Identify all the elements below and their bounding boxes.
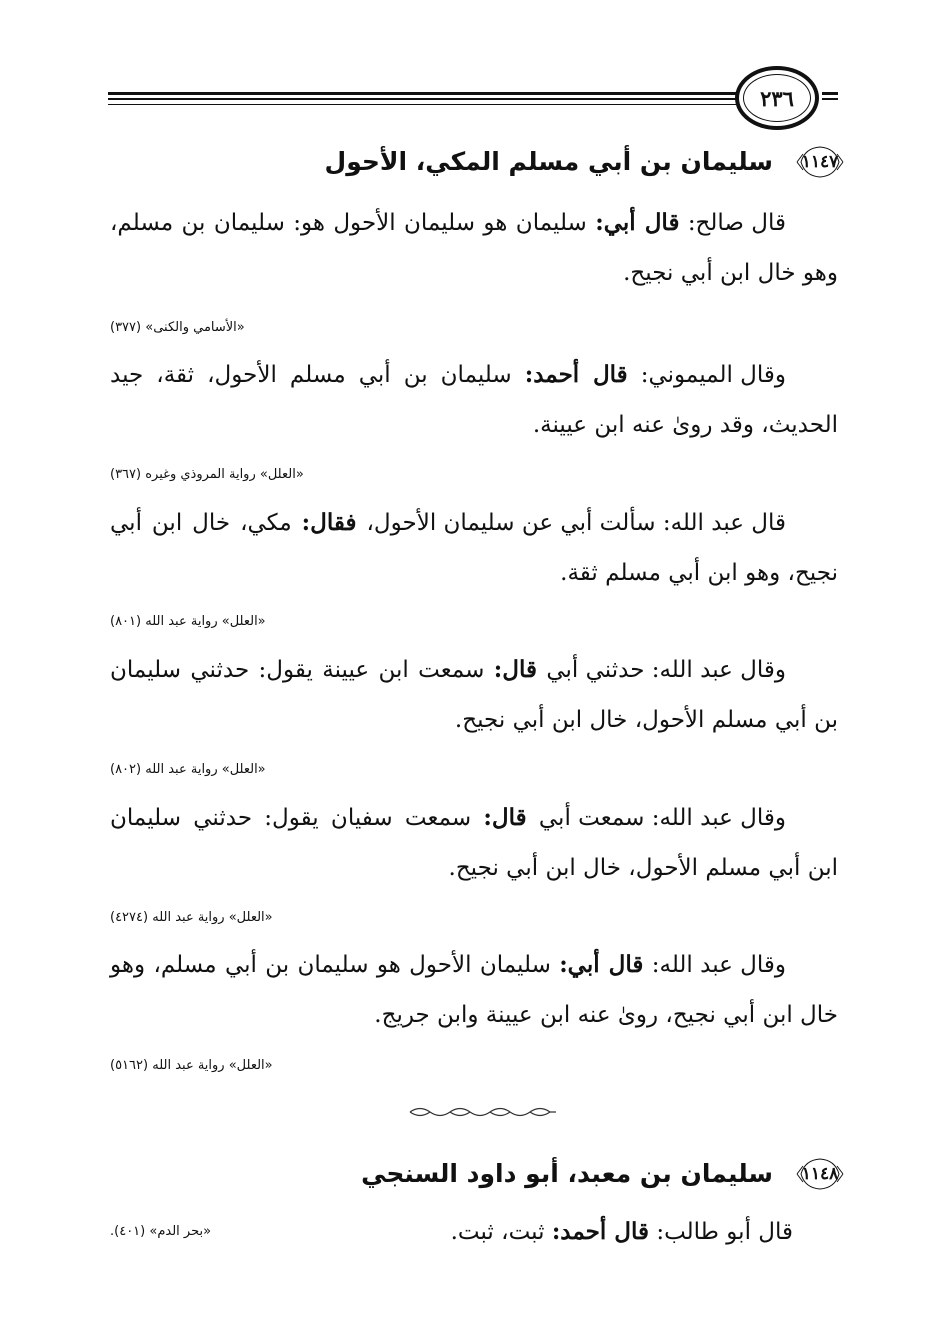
narration-quote-marker: قال: xyxy=(483,804,527,831)
narration-lead: وقال الميموني: xyxy=(640,362,786,388)
entry-heading xyxy=(110,140,845,186)
source-citation: «بحر الدم» (٤٠١). xyxy=(110,1224,212,1239)
entry-heading xyxy=(110,1152,845,1198)
source-citation: «العلل» رواية المروذي وغيره (٣٦٧) xyxy=(110,467,304,482)
narration-paragraph xyxy=(110,645,838,745)
narration-quote-marker: قال: xyxy=(493,656,537,683)
narration-text: سليمان الأحول هو سليمان بن أبي مسلم، وهو خال ابن أبي نجيح، روىٰ عنه ابن عيينة وابن جريج. xyxy=(110,952,838,1028)
source-citation: «العلل» رواية عبد الله (٨٠١) xyxy=(110,614,266,629)
narration-paragraph xyxy=(110,793,838,893)
entry-title: سليمان بن معبد، أبو داود السنجي xyxy=(361,1159,773,1188)
entry-number: ١١٤٧ xyxy=(801,152,839,172)
narration-paragraph xyxy=(110,1212,845,1252)
narration-quote-marker: فقال: xyxy=(301,509,357,536)
source-citation: «العلل» رواية عبد الله (٥١٦٢) xyxy=(110,1058,273,1073)
header-rule xyxy=(108,92,738,95)
source-citation: «الأسامي والكنى» (٣٧٧) xyxy=(110,320,245,335)
narration-paragraph xyxy=(110,498,838,598)
narration-paragraph xyxy=(110,350,838,450)
entry-number-badge xyxy=(795,1154,845,1194)
narration-paragraph xyxy=(110,198,838,298)
narration-line xyxy=(451,1212,793,1252)
entry-number-badge xyxy=(795,142,845,182)
source-citation: «العلل» رواية عبد الله (٤٢٧٤) xyxy=(110,910,273,925)
narration-text: سمعت ابن عيينة يقول: حدثني سليمان بن أبي مسلم الأحول، خال ابن أبي نجيح. xyxy=(110,657,838,733)
narration-text: سليمان هو سليمان الأحول هو: سليمان بن مسلم، وهو خال ابن أبي نجيح. xyxy=(110,210,838,286)
narration-lead: وقال عبد الله: xyxy=(651,952,787,978)
narration-lead: وقال عبد الله: سمعت أبي xyxy=(538,805,786,831)
header-rule xyxy=(108,98,738,100)
entry-number: ١١٤٨ xyxy=(801,1164,839,1184)
narration-text: سليمان بن أبي مسلم الأحول، ثقة، جيد الحديث، وقد روىٰ عنه ابن عيينة. xyxy=(110,362,838,438)
page-number: ٢٣٦ xyxy=(735,66,819,130)
narration-text: سمعت سفيان يقول: حدثني سليمان ابن أبي مسلم الأحول، خال ابن أبي نجيح. xyxy=(110,805,838,881)
narration-quote-marker: قال أبي: xyxy=(559,951,644,978)
header-rule xyxy=(822,98,838,100)
header-rule xyxy=(108,104,738,105)
narration-lead: قال أبو طالب: xyxy=(656,1219,793,1245)
narration-lead: قال عبد الله: سألت أبي عن سليمان الأحول، xyxy=(366,510,787,536)
narration-lead: وقال عبد الله: حدثني أبي xyxy=(546,657,787,683)
narration-quote-marker: قال أحمد: xyxy=(551,1218,650,1245)
header-rule xyxy=(822,92,838,95)
divider-ornament-icon xyxy=(408,1104,558,1120)
entry-title: سليمان بن أبي مسلم المكي، الأحول xyxy=(324,147,773,176)
narration-paragraph xyxy=(110,940,838,1040)
narration-quote-marker: قال أبي: xyxy=(595,209,680,236)
narration-quote-marker: قال أحمد: xyxy=(524,361,628,388)
narration-lead: قال صالح: xyxy=(687,210,786,236)
narration-text: مكي، خال ابن أبي نجيح، وهو ابن أبي مسلم ثقة. xyxy=(110,510,838,586)
narration-text: ثبت، ثبت. xyxy=(450,1219,545,1245)
source-citation: «العلل» رواية عبد الله (٨٠٢) xyxy=(110,762,266,777)
